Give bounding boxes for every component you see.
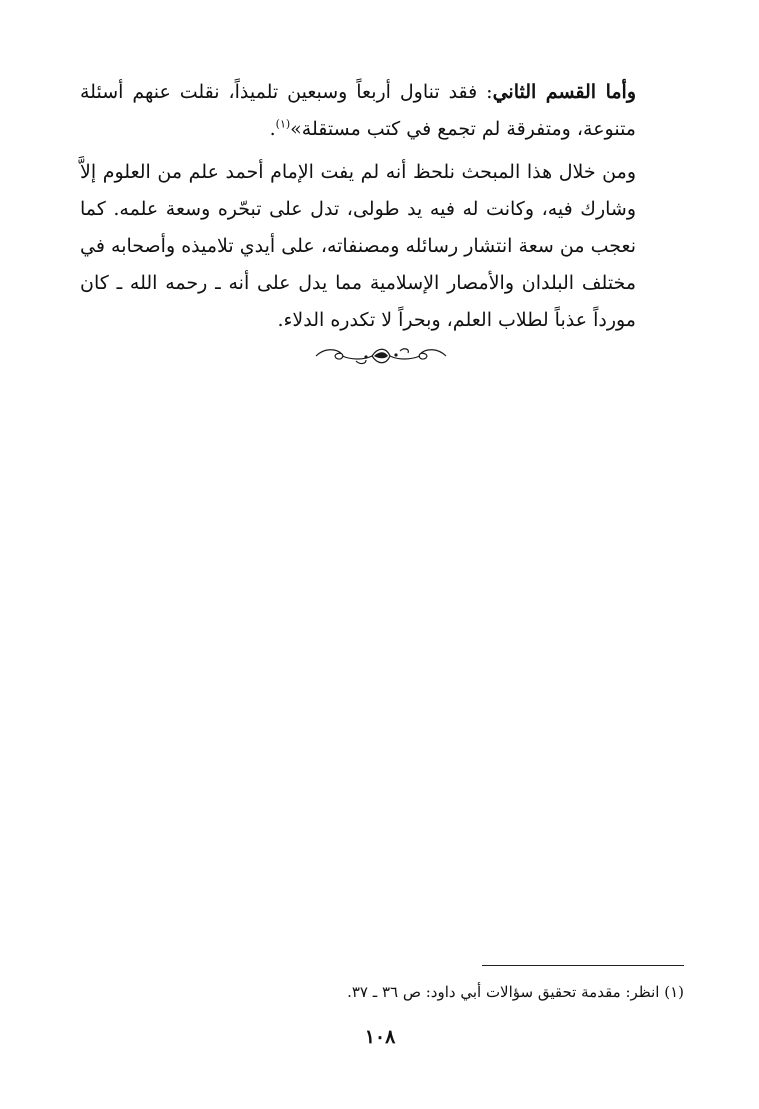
ornament-divider-icon	[312, 343, 450, 369]
footnote-reference: (١)	[275, 117, 291, 131]
paragraph-text: : فقد تناول أربعاً وسبعين تلميذاً، نقلت عنهم أسئلة متنوعة، ومتفرقة لم تجمع في كتب مستقلة»	[80, 81, 636, 140]
footnote-divider	[482, 965, 684, 966]
footnote-number: (١)	[664, 983, 684, 1001]
footnote-text: انظر: مقدمة تحقيق سؤالات أبي داود: ص ٣٦ ـ ٣٧.	[347, 983, 660, 1001]
paragraph-conclusion: ومن خلال هذا المبحث نلحظ أنه لم يفت الإمام أحمد علم من العلوم إلاَّ وشارك فيه، وكانت له فيه يد طولى، تدل على تبحّره وسعة علمه. كما نعجب من سعة انتشار رسائله ومصنفاته، على أيدي تلاميذه وأصحابه في مختلف البلدان والأمصار الإسلامية مما يدل على أنه ـ رحمه الله ـ كان مورداً عذباً لطلاب العلم، وبحراً لا تكدره الدلاء.	[80, 161, 636, 331]
page-number: ١٠٨	[364, 1026, 396, 1048]
paragraph-ending: .	[269, 118, 276, 140]
paragraph-section-two	[80, 74, 636, 148]
footnote	[240, 978, 684, 1006]
section-label: وأما القسم الثاني	[492, 81, 636, 103]
